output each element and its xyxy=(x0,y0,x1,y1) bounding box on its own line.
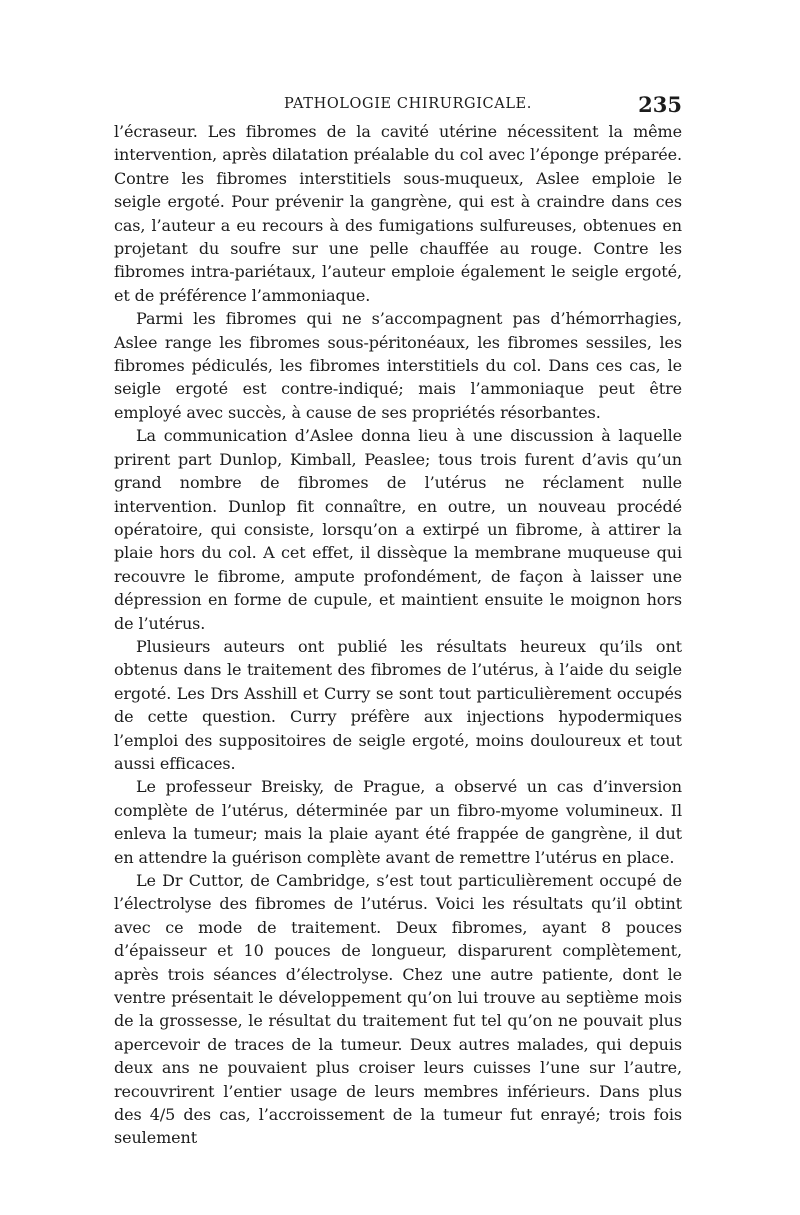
paragraph: Le professeur Breisky, de Prague, a observé un cas d’inversion complète de l’utérus, déterminée par un fibro-myome volumineux. Il enleva la tumeur; mais la plaie ayant été frappée de gangrène, il dut en attendre la guérison complète avant de remettre l’utérus en place. xyxy=(114,777,682,867)
running-title: PATHOLOGIE CHIRURGICALE. xyxy=(284,96,532,112)
body-text xyxy=(114,120,682,1150)
book-page xyxy=(114,92,682,1150)
paragraph: Le Dr Cuttor, de Cambridge, s’est tout particulièrement occupé de l’électrolyse des fibromes de l’utérus. Voici les résultats qu’il obtint avec ce mode de traitement. Deux fibromes, ayant 8 pouces d’épaisseur et 10 pouces de longueur, disparurent complètement, après trois séances d’électrolyse. Chez une autre patiente, dont le ventre présentait le développement qu’on lui trouve au septième mois de la grossesse, le résultat du traitement fut tel qu’on ne pouvait plus apercevoir de traces de la tumeur. Deux autres malades, qui depuis deux ans ne pouvaient plus croiser leurs cuisses l’une sur l’autre, recouvrirent l’entier usage de leurs membres inférieurs. Dans plus des 4/5 des cas, l’accroissement de la tumeur fut enrayé; trois fois seulement xyxy=(114,871,682,1148)
paragraph: La communication d’Aslee donna lieu à une discussion à laquelle prirent part Dunlop, Kimball, Peaslee; tous trois furent d’avis qu’un grand nombre de fibromes de l’utérus ne réclament nulle intervention. Dunlop fit connaître, en outre, un nouveau procédé opératoire, qui consiste, lorsqu’on a extirpé un fibrome, à attirer la plaie hors du col. A cet effet, il dissèque la membrane muqueuse qui recouvre le fibrome, ampute profondément, de façon à laisser une dépression en forme de cupule, et maintient ensuite le moignon hors de l’utérus. xyxy=(114,426,682,633)
running-header xyxy=(114,92,682,120)
paragraph: Plusieurs auteurs ont publié les résultats heureux qu’ils ont obtenus dans le traitement des fibromes de l’utérus, à l’aide du seigle ergoté. Les Drs Asshill et Curry se sont tout particulièrement occupés de cette question. Curry préfère aux injections hypodermiques l’emploi des suppositoires de seigle ergoté, moins douloureux et tout aussi efficaces. xyxy=(114,636,682,773)
page-number: 235 xyxy=(638,92,682,117)
paragraph: l’écraseur. Les fibromes de la cavité utérine nécessitent la même intervention, après dilatation préalable du col avec l’éponge préparée. Contre les fibromes interstitiels sous-muqueux, Aslee emploie le seigle ergoté. Pour prévenir la gangrène, qui est à craindre dans ces cas, l’auteur a eu recours à des fumigations sulfureuses, obtenues en projetant du soufre sur une pelle chauffée au rouge. Contre les fibromes intra-pariétaux, l’auteur emploie également le seigle ergoté, et de préférence l’ammoniaque. xyxy=(114,122,682,305)
paragraph: Parmi les fibromes qui ne s’accompagnent pas d’hémorrhagies, Aslee range les fibromes sous-péritonéaux, les fibromes sessiles, les fibromes pédiculés, les fibromes interstitiels du col. Dans ces cas, le seigle ergoté est contre-indiqué; mais l’ammoniaque peut être employé avec succès, à cause de ses propriétés résorbantes. xyxy=(114,309,682,422)
